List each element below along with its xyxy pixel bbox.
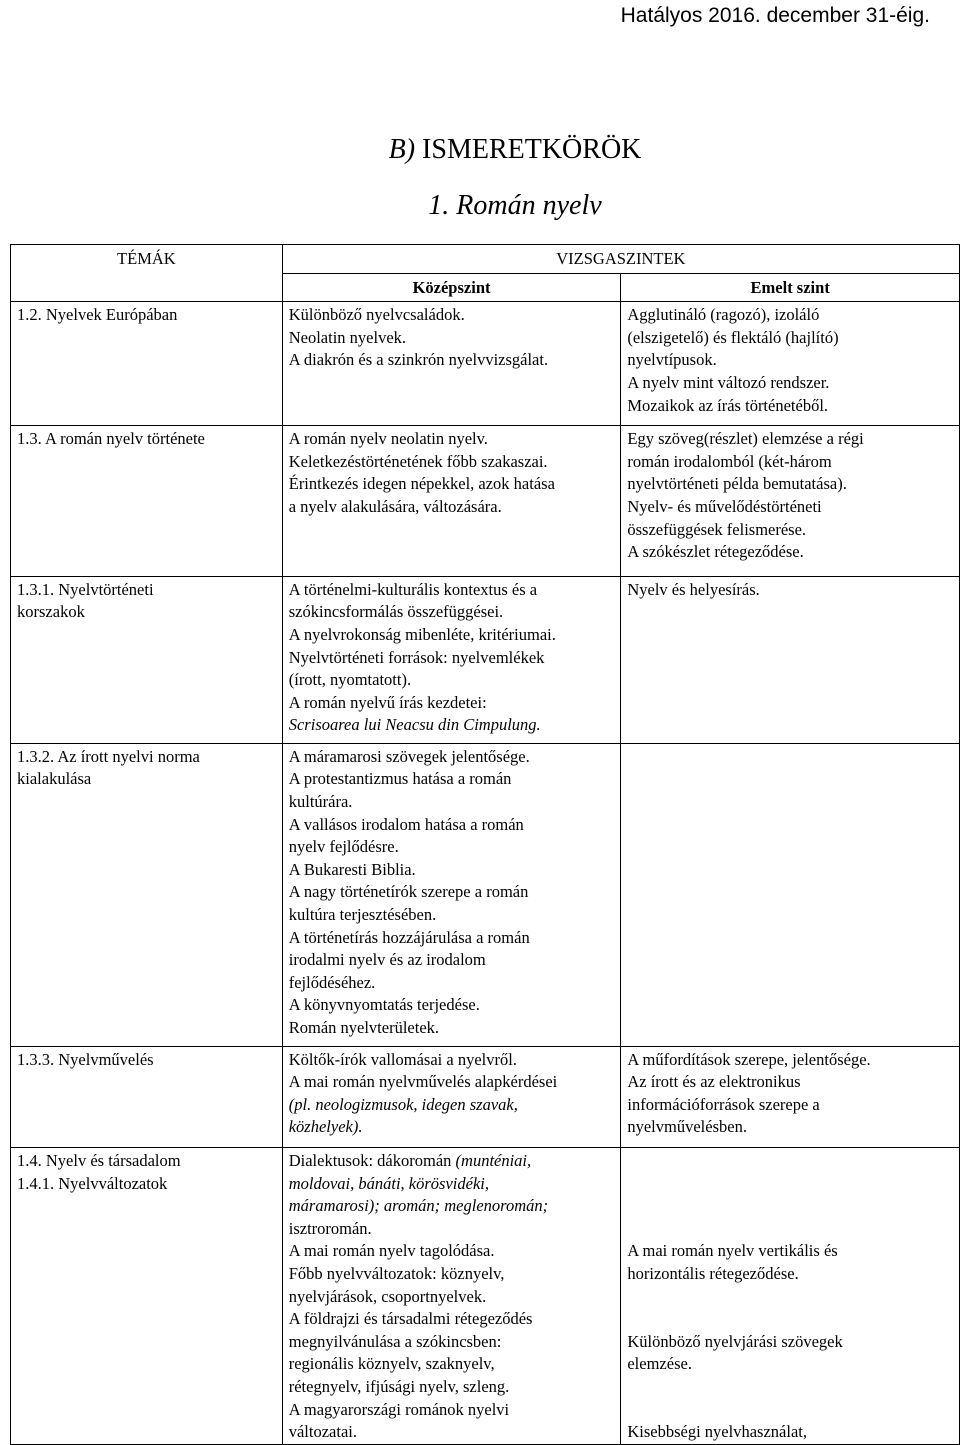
topic-cell xyxy=(11,743,283,1046)
mid-level-cell-line: szókincsformálás összefüggései. xyxy=(288,602,504,622)
adv-level-cell-line: Nyelv és helyesírás. xyxy=(627,579,760,599)
adv-level-cell-line: Az írott és az elektronikus xyxy=(627,1072,801,1092)
mid-level-cell-line: közhelyek). xyxy=(288,1117,363,1137)
mid-level-cell-line: rétegnyelv, ifjúsági nyelv, szleng. xyxy=(288,1376,510,1396)
mid-level-cell-line: Román nyelvterületek. xyxy=(288,1018,440,1037)
section-prefix: B) xyxy=(388,134,416,165)
adv-level-cell-line: nyelvtípusok. xyxy=(627,350,717,370)
mid-level-cell-line: kultúrára. xyxy=(288,792,353,812)
mid-level-cell-line: nyelvjárások, csoportnyelvek. xyxy=(288,1286,487,1306)
mid-level-cell-line: A román nyelvű írás kezdetei: xyxy=(288,692,487,712)
table-row xyxy=(11,1147,960,1444)
adv-level-cell-line xyxy=(627,1218,953,1241)
mid-level-cell-line: A magyarországi románok nyelvi xyxy=(288,1399,510,1419)
adv-level-cell-line: Agglutináló (ragozó), izoláló xyxy=(627,305,820,325)
mid-level-cell-line: A vallásos irodalom hatása a román xyxy=(288,814,524,834)
mid-level-cell-line: A máramarosi szövegek jelentősége. xyxy=(288,746,530,766)
topic-cell xyxy=(11,426,283,577)
topic-cell-line: 1.2. Nyelvek Európában xyxy=(17,305,178,325)
topic-cell xyxy=(11,1046,283,1147)
mid-level-cell-line: kultúra terjesztésében. xyxy=(288,905,437,925)
mid-level-cell-line: A protestantizmus hatása a román xyxy=(288,769,512,789)
adv-level-cell-line: román irodalomból (két-három xyxy=(627,451,832,471)
adv-level-cell-line: Mozaikok az írás történetéből. xyxy=(627,395,829,415)
mid-level-cell-line: Főbb nyelvváltozatok: köznyelv, xyxy=(288,1263,505,1283)
topic-cell-line: 1.3.2. Az írott nyelvi norma xyxy=(17,746,200,766)
topic-cell-line: korszakok xyxy=(17,602,85,622)
mid-level-cell-line: A nyelvrokonság mibenléte, kritériumai. xyxy=(288,624,556,644)
topic-cell-line: 1.3. A román nyelv története xyxy=(17,429,205,449)
mid-level-cell xyxy=(282,576,621,743)
table-body xyxy=(11,302,960,1445)
adv-level-cell-line xyxy=(627,1150,953,1173)
mid-level-cell-line: A történetírás hozzájárulása a román xyxy=(288,927,530,947)
mid-level-cell-line: A mai román nyelvművelés alapkérdései xyxy=(288,1072,558,1092)
table-row xyxy=(11,426,960,577)
adv-level-cell-line xyxy=(627,1399,953,1422)
adv-level-cell xyxy=(621,1046,960,1147)
adv-level-cell-line: A szókészlet rétegeződése. xyxy=(627,542,804,562)
adv-level-cell-line: A mai román nyelv vertikális és xyxy=(627,1241,838,1261)
mid-level-cell-line: Nyelvtörténeti források: nyelvemlékek xyxy=(288,647,545,667)
mid-level-cell-line: (pl. neologizmusok, idegen szavak, xyxy=(288,1094,518,1114)
adv-level-cell-line xyxy=(627,1308,953,1331)
mid-level-cell xyxy=(282,743,621,1046)
topic-cell-line: 1.3.1. Nyelvtörténeti xyxy=(17,579,154,599)
adv-level-cell-line xyxy=(627,1286,953,1309)
mid-level-cell-line: a nyelv alakulására, változására. xyxy=(288,496,502,516)
table-row xyxy=(11,302,960,426)
mid-level-cell-line: irodalmi nyelv és az irodalom xyxy=(288,950,486,970)
adv-level-cell xyxy=(621,426,960,577)
mid-level-cell-line: A történelmi-kulturális kontextus és a xyxy=(288,579,538,599)
topic-cell-line: 1.4. Nyelv és társadalom xyxy=(17,1150,181,1170)
adv-level-cell-line: összefüggések felismerése. xyxy=(627,519,807,539)
adv-level-cell-line: Egy szöveg(részlet) elemzése a régi xyxy=(627,429,864,449)
adv-level-cell-line: elemzése. xyxy=(627,1354,692,1374)
topic-cell-line: 1.3.3. Nyelvművelés xyxy=(17,1049,154,1069)
mid-level-cell-line: A földrajzi és társadalmi rétegeződés xyxy=(288,1309,533,1329)
adv-level-cell-line: Különböző nyelvjárási szövegek xyxy=(627,1331,843,1351)
mid-level-cell-line: Dialektusok: dákoromán (munténiai, xyxy=(288,1150,532,1170)
mid-level-cell-line: változatai. xyxy=(288,1422,357,1442)
mid-level-cell-line: Neolatin nyelvek. xyxy=(288,327,407,347)
mid-level-cell-line: nyelv fejlődésre. xyxy=(288,837,399,857)
topic-cell xyxy=(11,302,283,426)
exam-topics-table xyxy=(10,244,960,1445)
topic-cell-line: kialakulása xyxy=(17,769,92,789)
topic-cell-line: 1.4.1. Nyelvváltozatok xyxy=(17,1173,168,1193)
mid-level-cell-line: fejlődéséhez. xyxy=(288,972,376,992)
topic-cell xyxy=(11,576,283,743)
mid-level-cell-line: A nagy történetírók szerepe a román xyxy=(288,882,529,902)
mid-level-cell-line: máramarosi); aromán; meglenoromán; xyxy=(288,1196,549,1216)
mid-level-cell-line: isztroromán. xyxy=(288,1218,372,1238)
table-row xyxy=(11,576,960,743)
mid-level-cell-line: A Bukaresti Biblia. xyxy=(288,859,416,879)
mid-level-cell-line: A mai román nyelv tagolódása. xyxy=(288,1241,495,1261)
adv-level-cell-line: Nyelv- és művelődéstörténeti xyxy=(627,496,822,516)
adv-level-header: Emelt szint xyxy=(621,273,960,302)
section-title xyxy=(0,134,960,166)
validity-header: Hatályos 2016. december 31-éig. xyxy=(620,4,930,27)
adv-level-cell-line: (elszigetelő) és flektáló (hajlító) xyxy=(627,327,839,347)
adv-level-cell-line: Kisebbségi nyelvhasználat, xyxy=(627,1422,807,1442)
adv-level-cell-line: A nyelv mint változó rendszer. xyxy=(627,372,830,392)
adv-level-cell-line xyxy=(627,1173,953,1196)
mid-level-cell xyxy=(282,302,621,426)
mid-level-cell xyxy=(282,1147,621,1444)
mid-level-cell xyxy=(282,426,621,577)
mid-level-header: Középszint xyxy=(282,273,621,302)
adv-level-cell xyxy=(621,576,960,743)
adv-level-cell-line: nyelvművelésben. xyxy=(627,1117,747,1137)
section-main-title: ISMERETKÖRÖK xyxy=(422,134,642,165)
subject-title: 1. Román nyelv xyxy=(428,190,602,221)
mid-level-cell-line: A román nyelv neolatin nyelv. xyxy=(288,429,488,449)
adv-level-cell xyxy=(621,302,960,426)
adv-level-cell xyxy=(621,1147,960,1444)
table-row xyxy=(11,1046,960,1147)
mid-level-cell xyxy=(282,1046,621,1147)
mid-level-cell-line: Költők-írók vallomásai a nyelvről. xyxy=(288,1049,517,1069)
mid-level-cell-line: Keletkezéstörténetének főbb szakaszai. xyxy=(288,451,548,471)
topic-cell xyxy=(11,1147,283,1444)
mid-level-cell-line: A diakrón és a szinkrón nyelvvizsgálat. xyxy=(288,350,549,370)
adv-level-cell-line: A műfordítások szerepe, jelentősége. xyxy=(627,1049,871,1069)
mid-level-cell-line: Érintkezés idegen népekkel, azok hatása xyxy=(288,474,555,494)
mid-level-cell-line: A könyvnyomtatás terjedése. xyxy=(288,995,480,1015)
adv-level-cell-line xyxy=(627,1376,953,1399)
mid-level-cell-line: Scrisoarea lui Neacsu din Cimpulung. xyxy=(288,715,541,735)
adv-level-cell-line: horizontális rétegeződése. xyxy=(627,1263,799,1283)
adv-level-cell-line xyxy=(627,1195,953,1218)
table-row xyxy=(11,743,960,1046)
adv-level-cell-line: információforrások szerepe a xyxy=(627,1094,820,1114)
mid-level-cell-line: moldovai, bánáti, körösvidéki, xyxy=(288,1173,489,1193)
adv-level-cell-line: nyelvtörténeti példa bemutatása). xyxy=(627,474,847,494)
mid-level-cell-line: Különböző nyelvcsaládok. xyxy=(288,305,465,325)
mid-level-cell-line: megnyilvánulása a szókincsben: xyxy=(288,1331,502,1351)
levels-header: VIZSGASZINTEK xyxy=(282,245,959,274)
adv-level-cell xyxy=(621,743,960,1046)
mid-level-cell-line: (írott, nyomtatott). xyxy=(288,670,412,690)
mid-level-cell-line: regionális köznyelv, szaknyelv, xyxy=(288,1354,495,1374)
topics-header: TÉMÁK xyxy=(11,245,283,302)
